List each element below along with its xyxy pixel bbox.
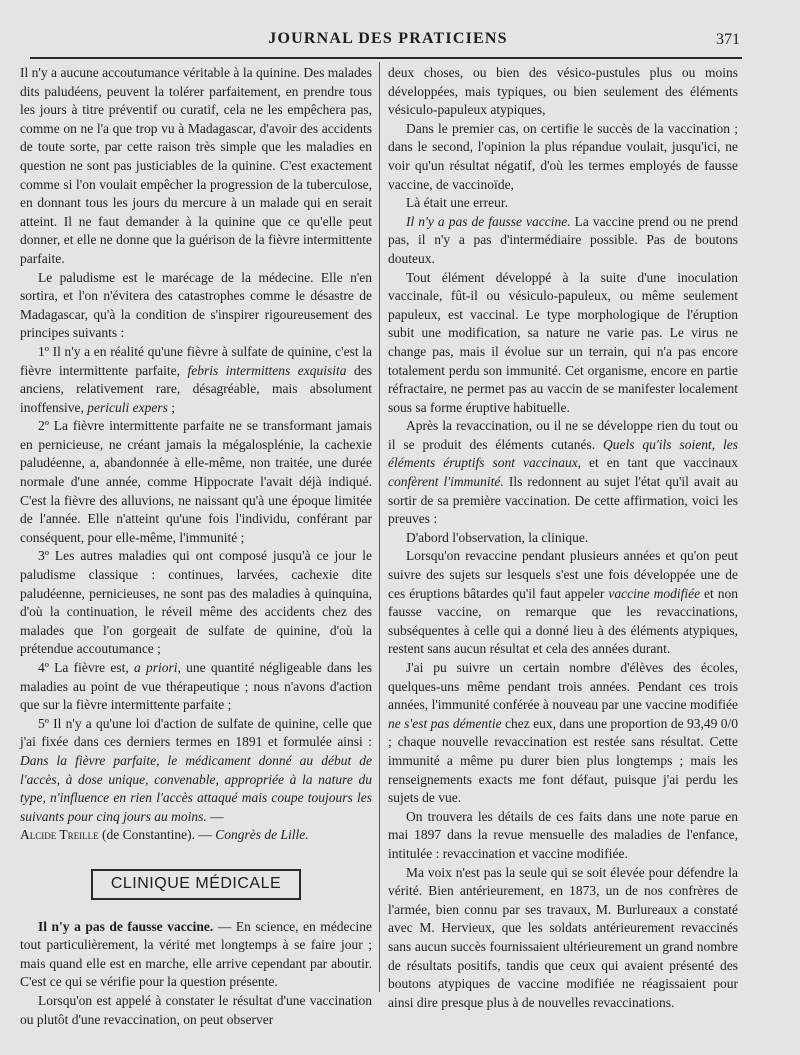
paragraph: Lorsqu'on revaccine pendant plusieurs années et qu'on peut suivre des sujets sur lesquels s'est une fois développée une de ces éruptions bâtardes qu'il faut appeler vaccine modifiée et non fausse vaccine, on remarque que les revaccinations, subséquentes à celle qui a donné lieu à des éléments atypiques, restent sans aucun résultat et cela des années durant. [388, 548, 738, 657]
principle-4: 4º La fièvre est, a priori, une quantité négligeable dans les maladies au point de vue thérapeutique ; nous n'avons d'action que sur la fièvre intermittente parfaite ; [20, 660, 372, 713]
page-header [36, 30, 740, 52]
paragraph: Tout élément développé à la suite d'une inoculation vaccinale, fût-il ou vésiculo-papuleux, ou même seulement papuleux, est vaccinal. Le type morphologique de l'éruption subit une modification, sa nature ne varie pas. Le virus ne change pas, mais il évolue sur un terrain, qui n'a pas encore totalement perdu son immunité. Cet organisme, encore en partie réfractaire, ne permet pas au vaccin de se manifester localement sous sa forme éruptive habituelle. [388, 269, 738, 415]
paragraph: Il n'y a pas de fausse vaccine. La vaccine prend ou ne prend pas, il n'y a pas d'intermédiaire possible. Pas de boutons douteux. [388, 213, 738, 266]
section-heading: CLINIQUE MÉDICALE [20, 869, 372, 900]
left-column [20, 64, 372, 1029]
paragraph: deux choses, ou bien des vésico-pustules plus ou moins développées, mais typiques, ou bien seulement des éléments vésiculo-papuleux atypiques, [388, 65, 738, 118]
paragraph: J'ai pu suivre un certain nombre d'élèves des écoles, quelques-uns même pendant trois années. Pendant ces trois années, l'immunité conférée à nouveau par une vaccine modifiée ne s'est pas démentie chez eux, dans une proportion de 93,49 0/0 ; chaque nouvelle revaccination est restée sans résultat. Cette immunité a même pu durer bien plus longtemps ; mais les renseignements exacts me font défaut, puisque j'ai perdu les sujets de vue. [388, 660, 738, 806]
column-divider [379, 62, 380, 992]
paragraph: Le paludisme est le marécage de la médecine. Elle n'en sortira, et l'on n'évitera des catastrophes comme le désastre de Madagascar, qu'à la condition de s'inspirer rigoureusement des principes suivants : [20, 269, 372, 341]
page-number: 371 [716, 31, 740, 48]
paragraph: Là était une erreur. [406, 195, 508, 211]
journal-title: JOURNAL DES PRATICIENS [268, 30, 508, 47]
paragraph: Ma voix n'est pas la seule qui se soit élevée pour défendre la vérité. Bien antérieurement, en 1873, un de nos confrères de l'armée, bien connu par ses travaux, M. Burlureaux a constaté avec M. Hervieux, que les soldats antérieurement revaccinés sans aucun succès fournissaient ultérieurement un grand nombre de résultats positifs, tandis que ceux qui avaient présenté des boutons atypiques de vaccine modifiée ne réagissaient pour ainsi dire presque plus à de nouvelles revaccinations. [388, 864, 738, 1010]
right-column [388, 64, 738, 1012]
paragraph: Après la revaccination, ou il ne se développe rien du tout ou il se produit des éléments cutanés. Quels qu'ils soient, les éléments éruptifs sont vaccinaux, et en tant que vaccinaux confèrent l'immunité. Ils redonnent au sujet l'état qu'il avait au sortir de sa première vaccination. De cette affirmation, voici les preuves : [388, 418, 738, 527]
principle-3: 3º Les autres maladies qui ont composé jusqu'à ce jour le paludisme classique : continues, larvées, cachexie dite paludéenne, pernicieuses, ne sont pas des maladies à quinquina, d'où la continuation, le réveil même des accidents chez des malades que l'on gorgeait de sulfate de quinine, d'où la prétendue accoutumance ; [20, 548, 372, 657]
source-reference: Congrès de Lille. [215, 827, 309, 843]
article-lead: Il n'y a pas de fausse vaccine. — En science, en médecine tout particulièrement, la vérité met longtemps à se faire jour ; mais quand elle est en marche, elle arrive cependant par aboutir. C'est ce qui se vérifie pour la question présente. [20, 918, 373, 990]
signature: Alcide Treille (de Constantine). — Congrès de Lille. [20, 827, 309, 843]
paragraph: Dans le premier cas, on certifie le succès de la vaccination ; dans le second, l'opinion la plus répandue voulait, jusqu'ici, ne voir qu'un résultat négatif, d'où les termes employés de fausse vaccine, de vaccinoïde, [388, 120, 738, 192]
paragraph: Il n'y a aucune accoutumance véritable à la quinine. Des malades dits paludéens, peuvent la tolérer parfaitement, en prendre tous les jours à titre préventif ou curatif, cela ne les empêchera pas, comme on ne l'a que trop vu à Madagascar, d'avoir des accidents de toute sorte, par cette raison très simple que les maladies en question ne sont pas justiciables de la quinine. C'est exactement comme si l'on voulait empêcher la progression de la tuberculose, en donnant tous les jours du mercure à un malade qui en serait atteint. Il ne faut demander à la quinine que ce qu'elle peut donner, et elle ne donne que la guérison de la fièvre intermittente parfaite. [20, 65, 372, 266]
principle-1: 1º Il n'y a en réalité qu'une fièvre à sulfate de quinine, c'est la fièvre intermittente parfaite, febris intermittens exquisita des anciens, relativement rare, désagréable, mais absolument inoffensive, periculi expers ; [20, 343, 373, 415]
principle-2: 2º La fièvre intermittente parfaite ne se transformant jamais en pernicieuse, ne créant jamais la mégalosplénie, la cachexie paludéenne, a, abandonnée à elle-même, non traitée, une durée normale d'une année, comme Hippocrate l'avait déjà indiqué. C'est la fièvre des alluvions, ne naissant qu'à une époque limitée de l'année. Elle n'atteint qu'une fois l'individu, conférant par conséquent, pour elle-même, l'immunité ; [20, 418, 372, 545]
paragraph: D'abord l'observation, la clinique. [406, 529, 589, 545]
article-title: Il n'y a pas de fausse vaccine. [38, 918, 214, 934]
paragraph: On trouvera les détails de ces faits dans une note parue en mai 1897 dans la revue mensuelle des maladies de l'enfance, intitulée : revaccination et vaccine modifiée. [388, 808, 738, 861]
principle-5: 5º Il n'y a qu'une loi d'action de sulfate de quinine, celle que j'ai fixée dans ces derniers termes en 1891 et formulée ainsi : Dans la fièvre parfaite, le médicament donné au début de l'accès, à dose unique, convenable, appropriée à la nature du type, n'influence en rien l'accès attaqué mais coupe toujours les suivants pour cinq jours au moins. — [20, 715, 372, 824]
author-name: Alcide Treille [20, 827, 99, 843]
header-rule [30, 57, 742, 59]
paragraph: Lorsqu'on est appelé à constater le résultat d'une vaccination ou plutôt d'une revaccination, on peut observer [20, 992, 372, 1027]
